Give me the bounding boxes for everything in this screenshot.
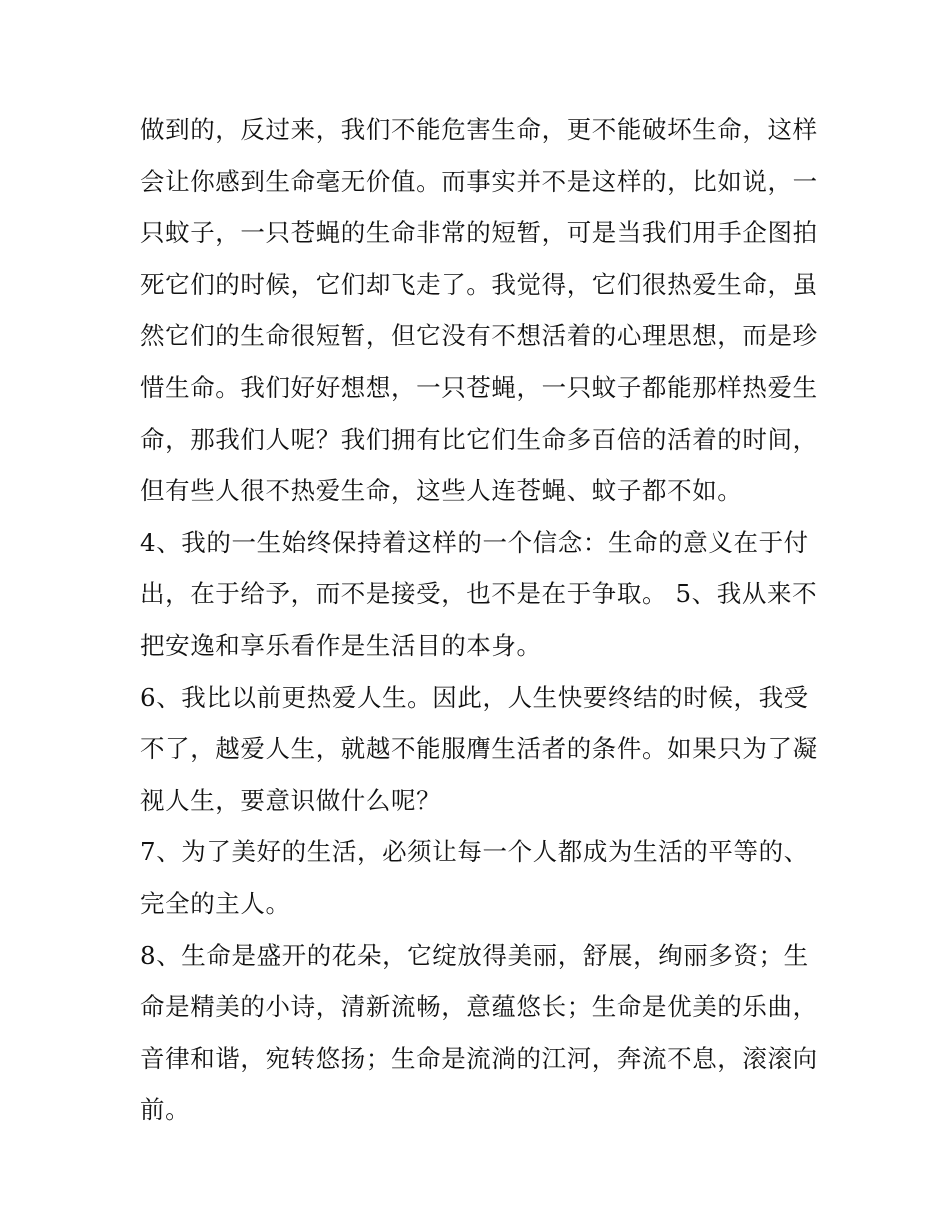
paragraph-4-5: 4、我的一生始终保持着这样的一个信念：生命的意义在于付出，在于给予，而不是接受，也不是在于争取。 5、我从来不把安逸和享乐看作是生活目的本身。 [140,527,818,660]
paragraph-8: 8、生命是盛开的花朵，它绽放得美丽，舒展，绚丽多资；生命是精美的小诗，清新流畅，意蕴悠长；生命是优美的乐曲，音律和谐，宛转悠扬；生命是流淌的江河，奔流不息，滚滚向前。 [140,940,818,1125]
paragraph-6: 6、我比以前更热爱人生。因此，人生快要终结的时候，我受不了，越爱人生，就越不能服膺生活者的条件。如果只为了凝视人生，要意识做什么呢？ [140,682,818,815]
paragraph-continuation: 做到的，反过来，我们不能危害生命，更不能破坏生命，这样会让你感到生命毫无价值。而事实并不是这样的，比如说，一只蚊子，一只苍蝇的生命非常的短暂，可是当我们用手企图拍死它们的时候，它们却飞走了。我觉得，它们很热爱生命，虽然它们的生命很短暂，但它没有不想活着的心理思想，而是珍惜生命。我们好好想想，一只苍蝇，一只蚊子都能那样热爱生命，那我们人呢？我们拥有比它们生命多百倍的活着的时间，但有些人很不热爱生命，这些人连苍蝇、蚊子都不如。 [140,115,818,506]
document-body [140,104,820,1136]
paragraph-7: 7、为了美好的生活，必须让每一个人都成为生活的平等的、完全的主人。 [140,837,809,918]
